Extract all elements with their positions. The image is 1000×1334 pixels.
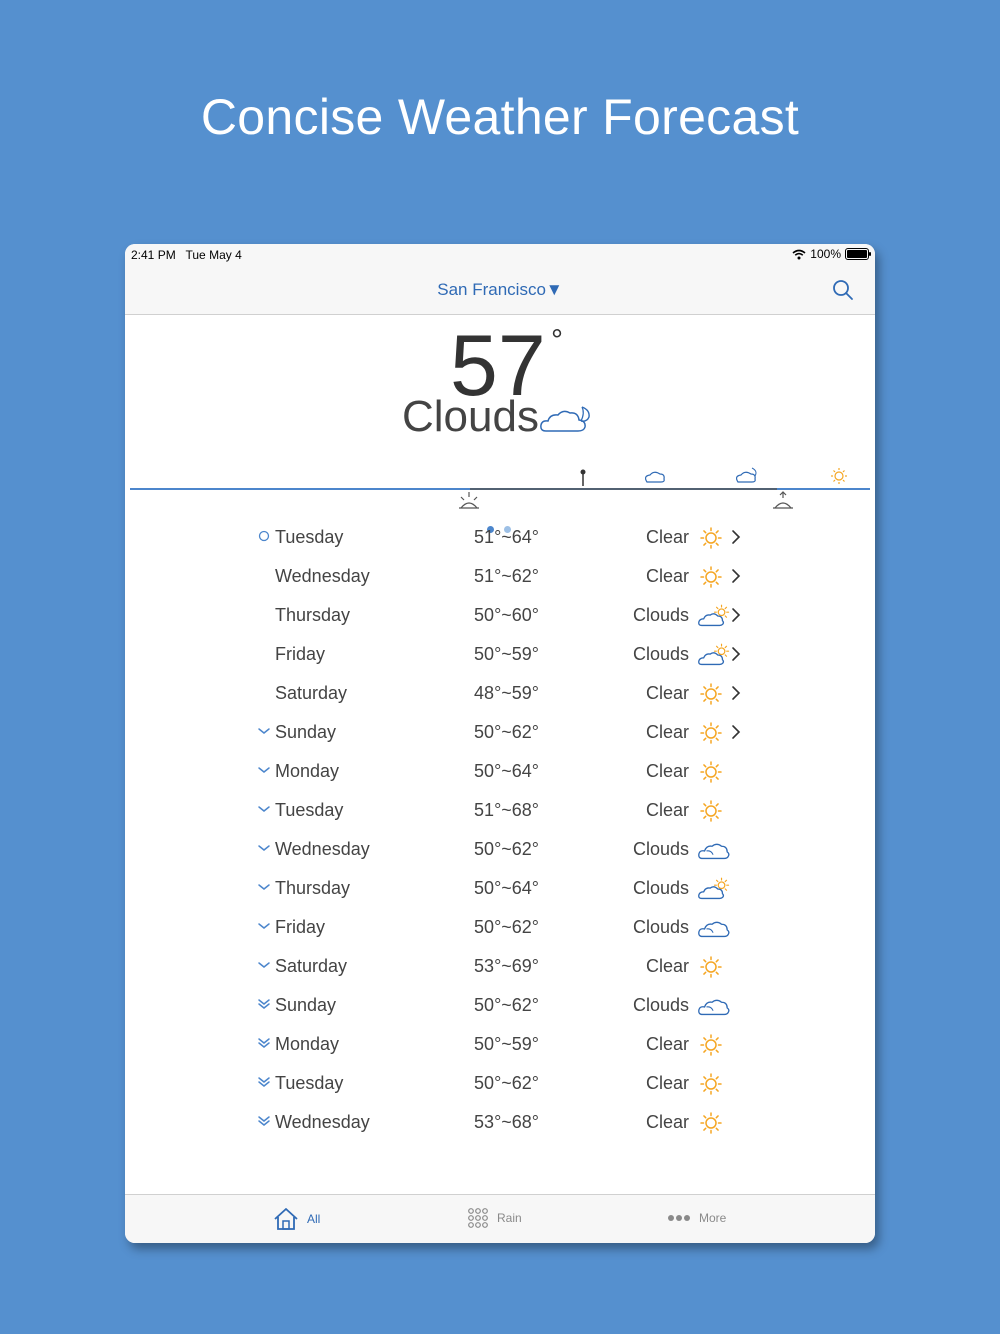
sunset-icon (773, 492, 793, 508)
forecast-row (125, 1065, 875, 1104)
forecast-day: Wednesday (275, 566, 370, 586)
cloud-icon (698, 838, 730, 862)
headline: Concise Weather Forecast (200, 89, 800, 145)
wifi-icon (792, 249, 806, 260)
forecast-row[interactable] (125, 714, 875, 753)
forecast-day: Tuesday (275, 527, 344, 547)
status-time-text: 2:41 PM (131, 248, 176, 262)
double-chevron-down-icon (257, 1036, 271, 1050)
chevron-down-icon (257, 724, 271, 738)
cloud-icon (698, 916, 730, 940)
chevron-down-icon (257, 958, 271, 972)
double-chevron-down-icon (257, 997, 271, 1011)
cloud-moon-icon (540, 404, 596, 434)
forecast-day: Thursday (275, 605, 351, 625)
forecast-row (125, 948, 875, 987)
forecast-day: Sunday (275, 722, 337, 742)
forecast-day: Thursday (275, 878, 351, 898)
forecast-row (125, 909, 875, 948)
forecast-condition: Clear (645, 683, 689, 703)
tab-bar (125, 1194, 875, 1243)
double-chevron-down-icon (257, 1114, 271, 1128)
forecast-row[interactable] (125, 519, 875, 558)
sun-icon (698, 565, 724, 589)
forecast-day: Sunday (275, 995, 337, 1015)
battery-percent: 100% (810, 247, 841, 261)
sun-icon (698, 799, 724, 823)
forecast-condition: Clouds (632, 839, 689, 859)
nav-bar (125, 270, 875, 315)
cloud-sun-icon (698, 604, 730, 628)
forecast-temp-range: 51°~64° (474, 527, 539, 547)
forecast-day: Monday (275, 1034, 340, 1054)
forecast-day: Wednesday (275, 1112, 370, 1132)
forecast-condition: Clear (645, 956, 689, 976)
cloud-icon (698, 994, 730, 1018)
sun-icon (698, 1072, 724, 1096)
forecast-temp-range: 50°~62° (474, 722, 539, 742)
double-chevron-down-icon (257, 1075, 271, 1089)
forecast-temp-range: 50°~62° (474, 917, 539, 937)
forecast-temp-range: 53°~68° (474, 1112, 539, 1132)
now-marker-icon (581, 470, 586, 487)
forecast-condition: Clear (645, 761, 689, 781)
forecast-condition: Clear (645, 527, 689, 547)
status-date-text: Tue May 4 (185, 248, 242, 262)
search-icon[interactable] (831, 278, 855, 302)
chevron-down-icon (257, 841, 271, 855)
forecast-condition: Clouds (632, 878, 689, 898)
forecast-temp-range: 50°~59° (474, 644, 539, 664)
forecast-condition: Clouds (632, 605, 689, 625)
forecast-temp-range: 50°~64° (474, 878, 539, 898)
hourly-timeline (125, 464, 875, 514)
sun-icon (698, 1033, 724, 1057)
city-selector[interactable]: San Francisco▼ (437, 280, 563, 299)
forecast-condition: Clouds (632, 917, 689, 937)
battery-icon (845, 248, 869, 260)
chevron-down-icon (257, 880, 271, 894)
chevron-right-icon[interactable] (730, 685, 742, 701)
chevron-right-icon[interactable] (730, 529, 742, 545)
chevron-down-icon (257, 763, 271, 777)
more-dots-icon (667, 1207, 691, 1229)
cloud-sun-icon (698, 643, 730, 667)
forecast-temp-range: 50°~62° (474, 839, 539, 859)
forecast-temp-range: 53°~69° (474, 956, 539, 976)
forecast-temp-range: 51°~68° (474, 800, 539, 820)
cloud-sun-icon (698, 877, 730, 901)
forecast-condition: Clear (645, 1112, 689, 1132)
forecast-condition: Clear (645, 1034, 689, 1054)
chevron-down-icon (257, 802, 271, 816)
sun-icon (698, 1111, 724, 1135)
forecast-day: Friday (275, 644, 326, 664)
current-condition: Clouds (402, 392, 539, 441)
sunrise-icon (459, 492, 479, 508)
forecast-day: Saturday (275, 956, 348, 976)
forecast-row[interactable] (125, 675, 875, 714)
forecast-condition: Clouds (632, 644, 689, 664)
hour-sun-icon (831, 468, 847, 484)
forecast-temp-range: 48°~59° (474, 683, 539, 703)
tab-rain[interactable] (467, 1207, 522, 1229)
tab-rain-label: Rain (497, 1211, 522, 1225)
device-screen (125, 244, 875, 1243)
forecast-condition: Clear (645, 722, 689, 742)
tab-more[interactable] (667, 1207, 726, 1229)
forecast-condition: Clouds (632, 995, 689, 1015)
chevron-right-icon[interactable] (730, 646, 742, 662)
sun-icon (698, 682, 724, 706)
forecast-condition: Clear (645, 800, 689, 820)
forecast-temp-range: 51°~62° (474, 566, 539, 586)
status-right (792, 247, 869, 261)
grid-dots-icon (467, 1207, 489, 1229)
forecast-row (125, 987, 875, 1026)
chevron-right-icon[interactable] (730, 724, 742, 740)
forecast-day: Tuesday (275, 1073, 344, 1093)
chevron-down-icon (257, 919, 271, 933)
forecast-row (125, 753, 875, 792)
today-circle-icon (257, 529, 271, 543)
forecast-row (125, 870, 875, 909)
forecast-day: Friday (275, 917, 326, 937)
tab-more-label: More (699, 1211, 727, 1225)
forecast-row (125, 792, 875, 831)
forecast-row (125, 1104, 875, 1143)
sun-icon (698, 955, 724, 979)
home-icon (273, 1207, 299, 1231)
daily-forecast-list (125, 519, 875, 1143)
forecast-condition: Clear (645, 1073, 689, 1093)
forecast-temp-range: 50°~64° (474, 761, 539, 781)
forecast-row (125, 1026, 875, 1065)
hour-cloud-moon-icon (737, 468, 756, 482)
hour-cloud-icon (646, 472, 665, 482)
forecast-temp-range: 50°~62° (474, 1073, 539, 1093)
current-temp: 57 (450, 318, 546, 414)
forecast-row[interactable] (125, 597, 875, 636)
tab-all[interactable] (273, 1207, 320, 1231)
forecast-row (125, 831, 875, 870)
current-degree: ° (551, 324, 563, 357)
status-time (131, 248, 242, 262)
chevron-right-icon[interactable] (730, 607, 742, 623)
status-bar (125, 244, 875, 270)
forecast-temp-range: 50°~62° (474, 995, 539, 1015)
sun-icon (698, 526, 724, 550)
forecast-day: Wednesday (275, 839, 370, 859)
tab-all-label: All (307, 1212, 321, 1226)
forecast-condition: Clear (645, 566, 689, 586)
sun-icon (698, 721, 724, 745)
forecast-temp-range: 50°~59° (474, 1034, 539, 1054)
forecast-day: Monday (275, 761, 340, 781)
chevron-right-icon[interactable] (730, 568, 742, 584)
forecast-temp-range: 50°~60° (474, 605, 539, 625)
forecast-row[interactable] (125, 636, 875, 675)
forecast-row[interactable] (125, 558, 875, 597)
sun-icon (698, 760, 724, 784)
forecast-day: Tuesday (275, 800, 344, 820)
forecast-day: Saturday (275, 683, 348, 703)
